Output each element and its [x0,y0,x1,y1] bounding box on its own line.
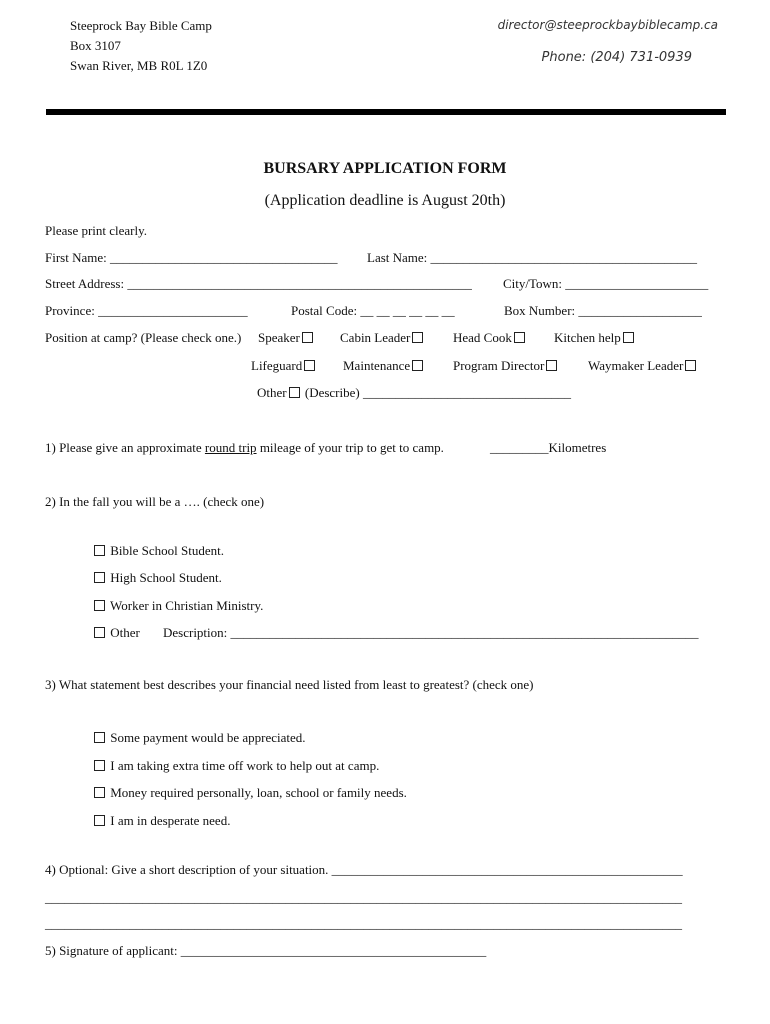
camp-city: Swan River, MB R0L 1Z0 [70,58,208,73]
checkbox-icon [514,332,525,343]
position-waymaker-leader[interactable]: Waymaker Leader [588,358,698,374]
option-high-school[interactable]: High School Student. [92,570,222,586]
option-other[interactable]: Other [92,625,140,641]
phone-number: Phone: (204) 731-0939 [541,50,692,65]
first-name-field[interactable]: First Name: ___________________________________ [45,250,338,265]
question-3: 3) What statement best describes your financial need listed from least to greatest? (check one) [45,677,534,692]
option-christian-ministry[interactable]: Worker in Christian Ministry. [92,598,263,614]
mileage-field[interactable]: _________Kilometres [490,440,607,455]
question-1: 1) Please give an approximate round trip mileage of your trip to get to camp. [45,440,444,455]
checkbox-icon [302,332,313,343]
province-field[interactable]: Province: _______________________ [45,303,248,318]
postal-code-field[interactable]: Postal Code: __ __ __ __ __ __ [291,303,455,318]
city-town-field[interactable]: City/Town: ______________________ [503,276,709,291]
checkbox-icon [412,360,423,371]
checkbox-icon [304,360,315,371]
need-option-3[interactable]: Money required personally, loan, school or family needs. [92,785,407,801]
header-divider [46,109,726,115]
camp-box: Box 3107 [70,38,121,53]
question-2: 2) In the fall you will be a …. (check one) [45,494,265,509]
checkbox-icon [94,627,105,638]
checkbox-icon [94,732,105,743]
checkbox-icon [94,572,105,583]
email-link[interactable]: director@steeprockbaybiblecamp.ca [497,18,718,32]
option-bible-school[interactable]: Bible School Student. [92,543,224,559]
checkbox-icon [94,600,105,611]
checkbox-icon [412,332,423,343]
position-other[interactable]: Other (Describe) ________________________________ [257,385,571,400]
need-option-2[interactable]: I am taking extra time off work to help out at camp. [92,758,379,774]
checkbox-icon [94,760,105,771]
instruction-text: Please print clearly. [45,223,148,238]
need-option-4[interactable]: I am in desperate need. [92,813,230,829]
need-option-1[interactable]: Some payment would be appreciated. [92,730,306,746]
checkbox-icon [546,360,557,371]
position-kitchen-help[interactable]: Kitchen help [554,330,636,346]
question-4[interactable]: 4) Optional: Give a short description of your situation. ______________________________________________________ [45,862,683,877]
position-prompt: Position at camp? (Please check one.) [45,330,242,345]
box-number-field[interactable]: Box Number: ___________________ [504,303,702,318]
position-speaker[interactable]: Speaker [258,330,315,346]
last-name-field[interactable]: Last Name: _________________________________________ [367,250,698,265]
street-address-field[interactable]: Street Address: _____________________________________________________ [45,276,472,291]
checkbox-icon [289,387,300,398]
form-subtitle: (Application deadline is August 20th) [264,192,506,209]
checkbox-icon [94,545,105,556]
position-cabin-leader[interactable]: Cabin Leader [340,330,425,346]
checkbox-icon [685,360,696,371]
signature-field[interactable]: 5) Signature of applicant: _______________________________________________ [45,943,487,958]
other-description-field[interactable]: Description: ________________________________________________________________________ [163,625,699,640]
form-title: BURSARY APPLICATION FORM [263,160,507,177]
position-program-director[interactable]: Program Director [453,358,559,374]
position-head-cook[interactable]: Head Cook [453,330,527,346]
position-maintenance[interactable]: Maintenance [343,358,425,374]
camp-name: Steeprock Bay Bible Camp [70,18,212,33]
checkbox-icon [94,787,105,798]
checkbox-icon [94,815,105,826]
situation-line-2[interactable]: __________________________________________________________________________________________________ [45,916,682,931]
checkbox-icon [623,332,634,343]
situation-line-1[interactable]: __________________________________________________________________________________________________ [45,890,682,905]
other-describe-field: (Describe) ________________________________ [304,385,571,400]
position-lifeguard[interactable]: Lifeguard [251,358,317,374]
